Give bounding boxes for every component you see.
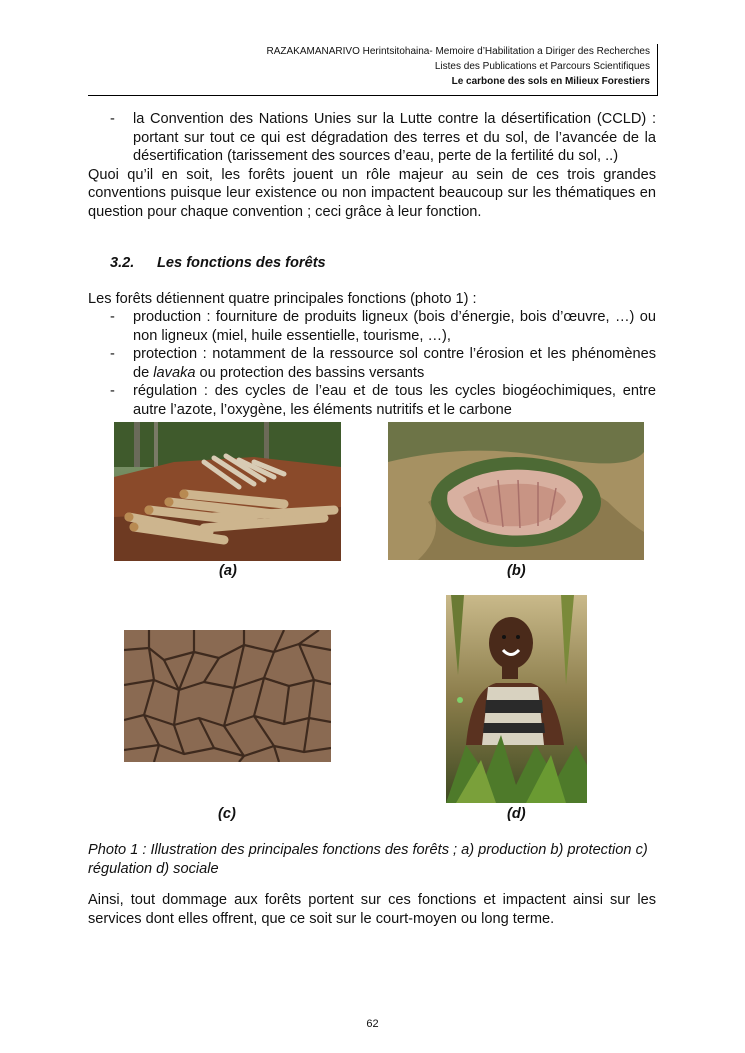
logs-illustration <box>114 422 341 561</box>
section-number: 3.2. <box>110 255 135 271</box>
bullet-text-end: ou protection des bassins versants <box>195 364 425 381</box>
bullet-dash: - <box>110 383 115 399</box>
photo-b-lavaka <box>388 422 644 560</box>
header-line-3: Le carbone des sols en Milieux Forestiers <box>451 76 650 87</box>
header-line-2: Listes des Publications et Parcours Scientifiques <box>434 61 650 72</box>
photo-label-a: (a) <box>219 563 237 579</box>
photo-c-cracked-soil <box>124 630 331 762</box>
page-number: 62 <box>366 1018 379 1030</box>
bullet-text: production : fourniture de produits ligneux (bois d’énergie, bois d’œuvre, …) ou non ligneux (miel, huile essentielle, tourisme, …), <box>133 309 656 344</box>
section-heading <box>110 254 656 273</box>
photo-caption: Photo 1 : Illustration des principales fonctions des forêts ; a) production b) protection c) régulation d) sociale <box>88 842 648 877</box>
person-illustration <box>446 595 587 803</box>
photo-d-person <box>446 595 587 803</box>
running-header <box>88 44 658 96</box>
function-regulation <box>88 382 656 419</box>
photo-label-c: (c) <box>218 806 236 822</box>
function-production <box>88 308 656 345</box>
function-protection <box>88 345 656 382</box>
photo-a-logs <box>114 422 341 561</box>
paragraph-conventions: Quoi qu’il en soit, les forêts jouent un rôle majeur au sein de ces trois grandes conventions puisque leur existence ou non impactent beaucoup sur les thématiques en question pour chaque convention ; ceci grâce à leur fonction. <box>88 166 656 220</box>
paragraph-closing: Ainsi, tout dommage aux forêts portent sur ces fonctions et impactent ainsi sur les services dont elles offrent, que ce soit sur le court-moyen ou long terme. <box>88 892 656 927</box>
photo-label-d: (d) <box>507 806 526 822</box>
section-title: Les fonctions des forêts <box>157 255 326 271</box>
bullet-text: régulation : des cycles de l’eau et de tous les cycles biogéochimiques, entre autre l’azote, l’oxygène, les éléments nutritifs et le carbone <box>133 383 656 418</box>
photo-label-b: (b) <box>507 563 526 579</box>
paragraph-intro: Les forêts détiennent quatre principales fonctions (photo 1) : <box>88 290 477 307</box>
cracked-soil-illustration <box>124 630 331 762</box>
ccld-bullet <box>88 110 656 166</box>
bullet-text: la Convention des Nations Unies sur la Lutte contre la désertification (CCLD) : portant sur tout ce qui est dégradation des terres et du sol, de l’avancée de la désertification (tarissement des sources d’eau, perte de la fertilité du sol, ..) <box>133 111 656 164</box>
body-text <box>88 110 656 419</box>
lavaka-illustration <box>388 422 644 560</box>
bullet-dash: - <box>110 309 115 325</box>
bullet-dash: - <box>110 111 115 127</box>
header-line-1: RAZAKAMANARIVO Herintsitohaina- Memoire d’Habilitation a Diriger des Recherches <box>266 46 650 57</box>
bullet-text-italic: lavaka <box>153 364 196 381</box>
bullet-dash: - <box>110 346 115 362</box>
bullet-text-start: protection : notamment de la ressource sol contre l’érosion et les phénomènes de <box>133 346 656 381</box>
